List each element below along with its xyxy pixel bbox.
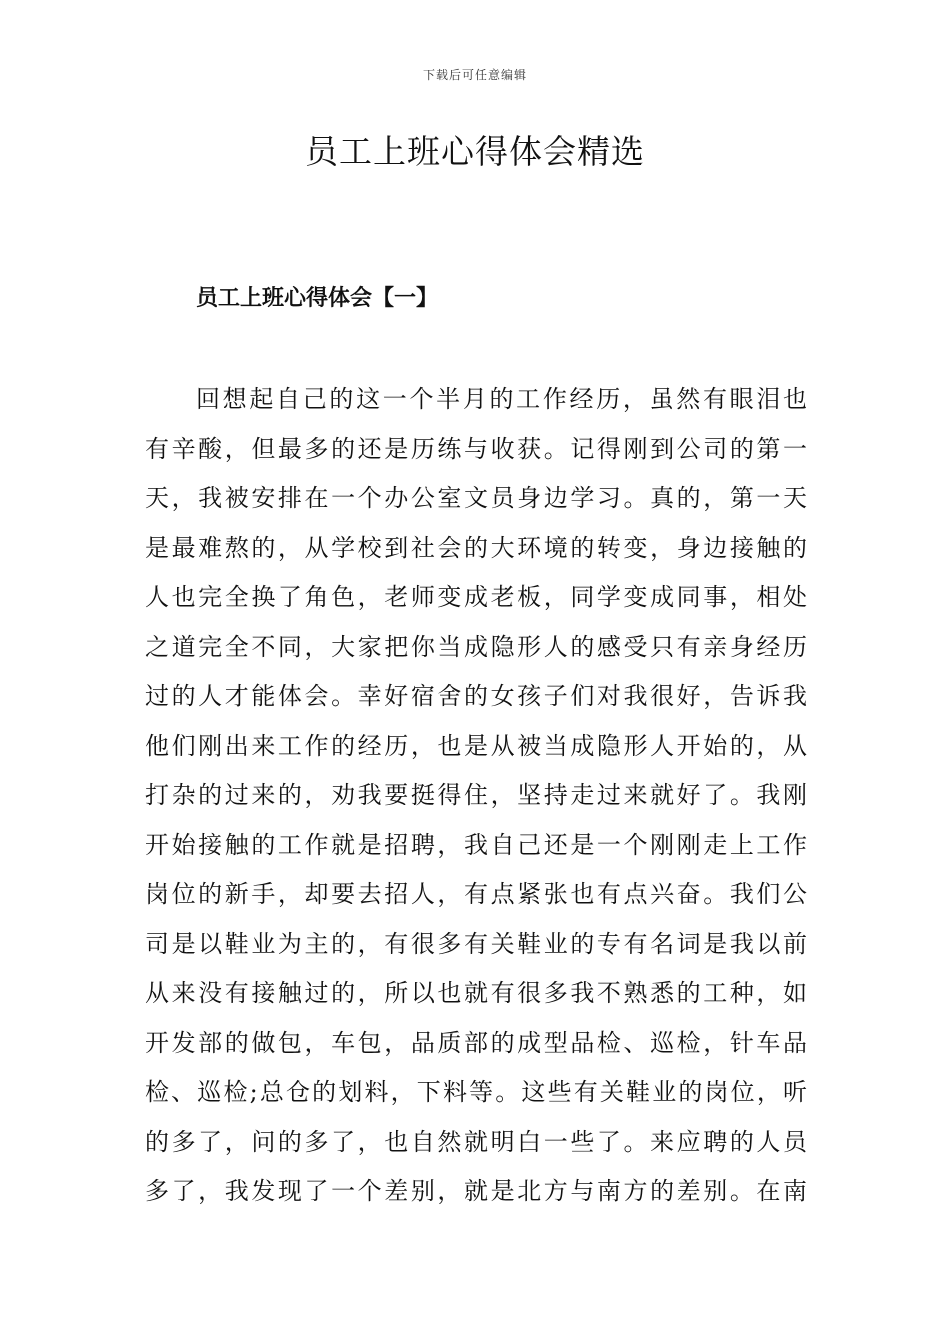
body-line: 多了，我发现了一个差别，就是北方与南方的差别。在南 [145,1177,807,1205]
body-line: 过的人才能体会。幸好宿舍的女孩子们对我很好，告诉我 [145,682,807,710]
body-line: 之道完全不同，大家把你当成隐形人的感受只有亲身经历 [145,632,807,661]
body-line: 开发部的做包，车包，品质部的成型品检、巡检，针车品 [145,1028,807,1057]
body-line: 人也完全换了角色，老师变成老板，同学变成同事，相处 [145,583,807,611]
body-line: 是最难熬的，从学校到社会的大环境的转变，身边接触的 [145,533,807,562]
body-line: 回想起自己的这一个半月的工作经历，虽然有眼泪也 [196,385,807,413]
body-line: 有辛酸，但最多的还是历练与收获。记得刚到公司的第一 [145,434,807,463]
body-line: 从来没有接触过的，所以也就有很多我不熟悉的工种，如 [145,979,807,1007]
body-line: 天，我被安排在一个办公室文员身边学习。真的，第一天 [145,484,807,512]
body-line: 司是以鞋业为主的，有很多有关鞋业的专有名词是我以前 [145,929,807,958]
document-title: 员工上班心得体会精选 [305,132,645,171]
body-line: 岗位的新手，却要去招人，有点紧张也有点兴奋。我们公 [145,880,807,908]
body-line: 检、巡检;总仓的划料，下料等。这些有关鞋业的岗位，听 [145,1078,807,1106]
body-line: 的多了，问的多了，也自然就明白一些了。来应聘的人员 [145,1127,807,1156]
section-heading: 员工上班心得体会【一】 [196,285,439,311]
body-line: 开始接触的工作就是招聘，我自己还是一个刚刚走上工作 [145,830,807,859]
body-line: 打杂的过来的，劝我要挺得住，坚持走过来就好了。我刚 [145,781,807,809]
header-note: 下载后可任意编辑 [422,68,527,82]
body-paragraph [145,375,807,1217]
body-line: 他们刚出来工作的经历，也是从被当成隐形人开始的，从 [145,731,807,760]
